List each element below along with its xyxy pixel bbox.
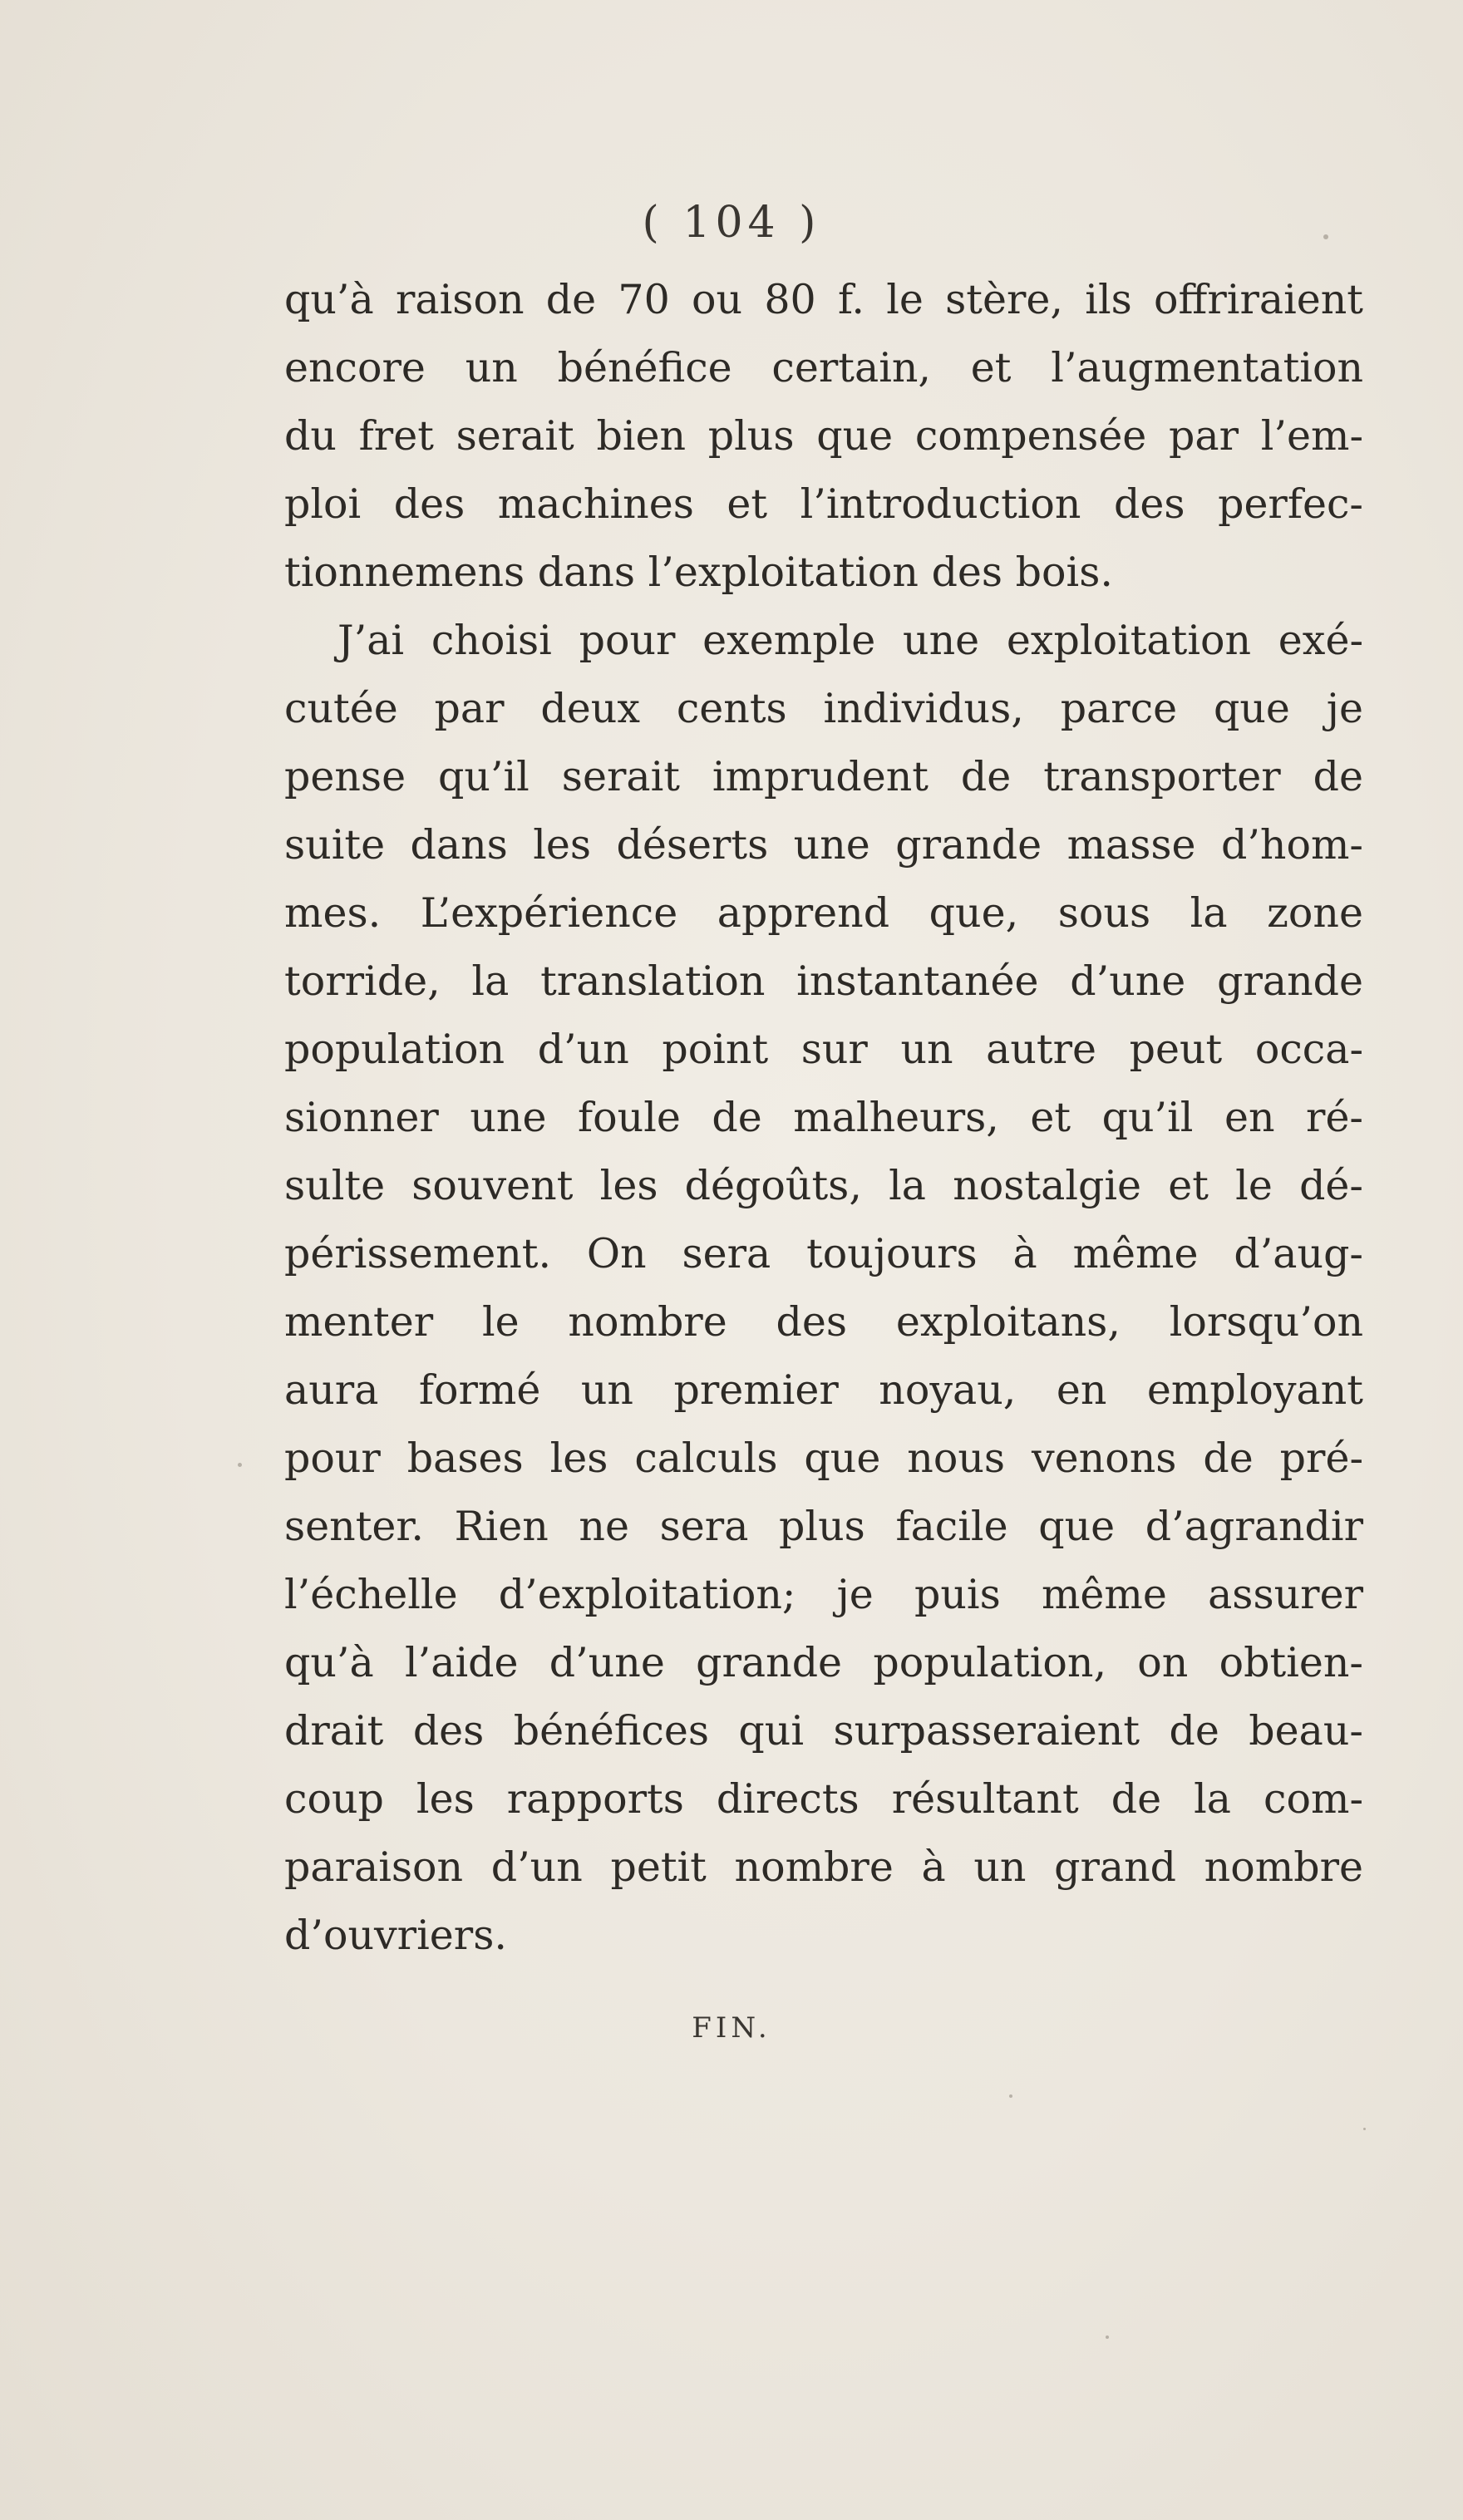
text-line: coup les rapports directs résultant de la com- [284, 1775, 1363, 1823]
text-line: pense qu’il serait imprudent de transporter de [284, 753, 1363, 800]
text-line: périssement. On sera toujours à même d’aug- [284, 1230, 1363, 1277]
paper-speck [1323, 234, 1328, 239]
paper-speck [1363, 2128, 1366, 2130]
text-line: paraison d’un petit nombre à un grand nombre [284, 1843, 1363, 1891]
text-line: encore un bénéfice certain, et l’augmentation [284, 344, 1363, 391]
text-line: J’ai choisi pour exemple une exploitation exé- [337, 617, 1363, 664]
text-line: qu’à raison de 70 ou 80 f. le stère, ils offriraient [284, 276, 1363, 323]
paper-speck [238, 1463, 242, 1467]
text-line: cutée par deux cents individus, parce que je [284, 685, 1363, 732]
text-line: senter. Rien ne sera plus facile que d’agrandir [284, 1503, 1363, 1550]
text-line: population d’un point sur un autre peut occa- [284, 1026, 1363, 1073]
text-line: ploi des machines et l’introduction des perfec- [284, 480, 1363, 528]
paper-speck [1009, 2094, 1012, 2098]
text-line: qu’à l’aide d’une grande population, on obtien- [284, 1639, 1363, 1686]
text-line: mes. L’expérience apprend que, sous la zone [284, 889, 1363, 937]
text-line: torride, la translation instantanée d’une grande [284, 957, 1363, 1005]
text-line: d’ouvriers. [284, 1912, 507, 1959]
end-mark: FIN. [692, 2011, 771, 2045]
text-line: sionner une foule de malheurs, et qu’il en ré- [284, 1094, 1363, 1141]
text-line: menter le nombre des exploitans, lorsqu’on [284, 1298, 1363, 1346]
page-number: ( 104 ) [642, 198, 821, 248]
text-line: sulte souvent les dégoûts, la nostalgie et le dé- [284, 1162, 1363, 1209]
paper-speck [1106, 2335, 1109, 2339]
body-text [284, 266, 1363, 1970]
text-line: drait des bénéfices qui surpasseraient de beau- [284, 1707, 1363, 1755]
text-line: l’échelle d’exploitation; je puis même assurer [284, 1571, 1363, 1618]
text-line: aura formé un premier noyau, en employant [284, 1366, 1363, 1414]
text-line: pour bases les calculs que nous venons de pré- [284, 1435, 1363, 1482]
text-line: tionnemens dans l’exploitation des bois. [284, 549, 1113, 596]
text-line: du fret serait bien plus que compensée par l’em- [284, 412, 1363, 460]
text-line: suite dans les déserts une grande masse d’hom- [284, 821, 1363, 869]
